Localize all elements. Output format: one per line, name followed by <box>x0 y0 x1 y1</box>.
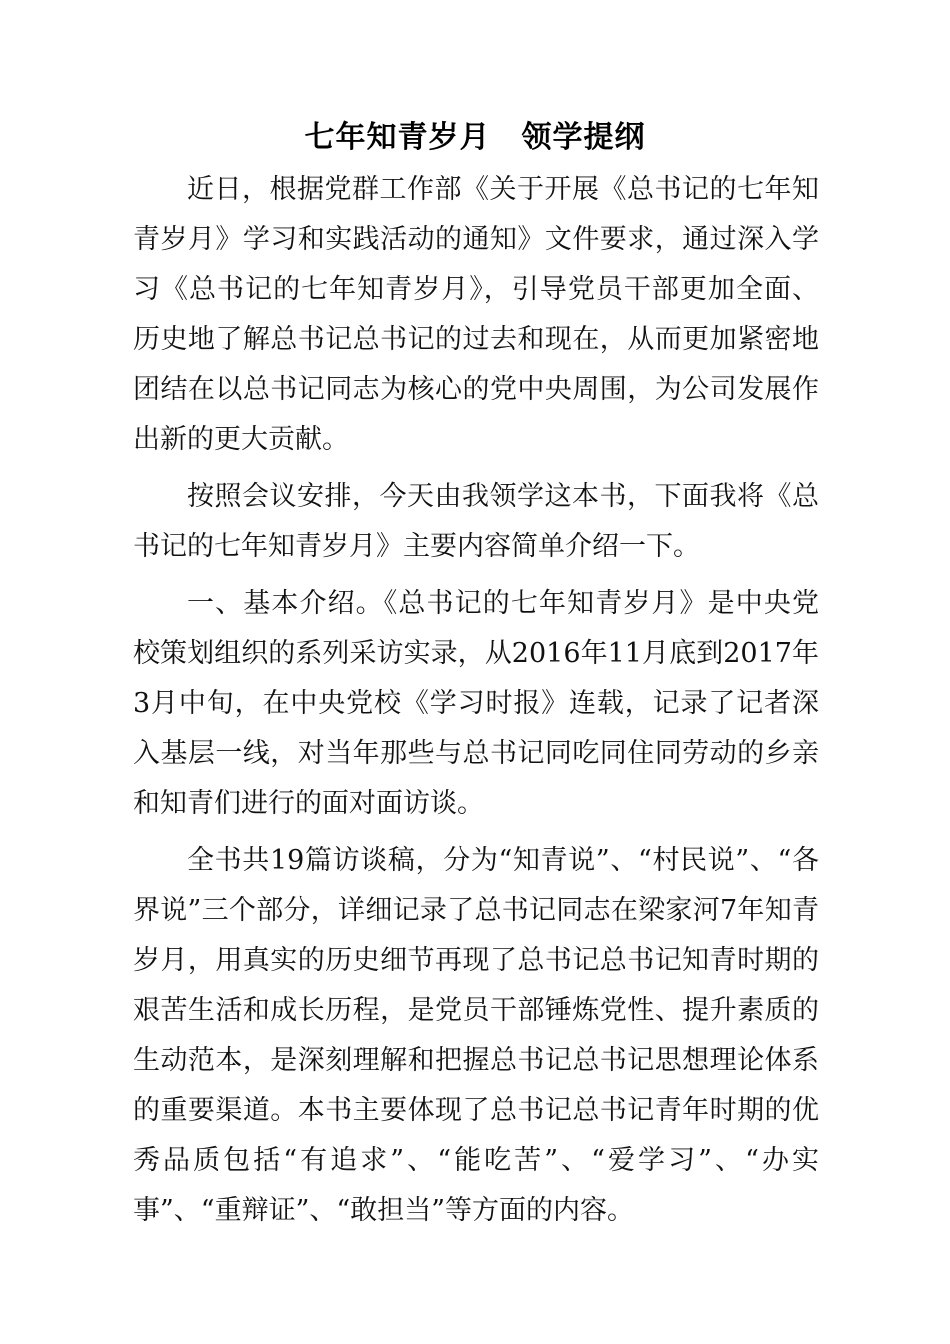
paragraph-basic-introduction: 一、基本介绍。《总书记的七年知青岁月》是中央党校策划组织的系列采访实录，从2016年11月底到2017年3月中旬，在中央党校《学习时报》连载，记录了记者深入基层一线，对当年那些与总书记同吃同住同劳动的乡亲和知青们进行的面对面访谈。 <box>133 588 819 819</box>
paragraph-intro: 近日，根据党群工作部《关于开展《总书记的七年知青岁月》学习和实践活动的通知》文件要求，通过深入学习《总书记的七年知青岁月》，引导党员干部更加全面、历史地了解总书记总书记的过去和现在，从而更加紧密地团结在以总书记同志为核心的党中央周围，为公司发展作出新的更大贡献。 <box>133 174 819 455</box>
paragraph-book-contents: 全书共19篇访谈稿，分为“知青说”、“村民说”、“各界说”三个部分，详细记录了总书记同志在梁家河7年知青岁月，用真实的历史细节再现了总书记总书记知青时期的艰苦生活和成长历程，是党员干部锤炼党性、提升素质的生动范本，是深刻理解和把握总书记总书记思想理论体系的重要渠道。本书主要体现了总书记总书记青年时期的优秀品质包括“有追求”、“能吃苦”、“爱学习”、“办实事”、“重辩证”、“敢担当”等方面的内容。 <box>133 845 819 1226</box>
document-body <box>133 165 819 1243</box>
document-title: 七年知青岁月 领学提纲 <box>304 120 646 155</box>
paragraph-arrangement: 按照会议安排，今天由我领学这本书，下面我将《总书记的七年知青岁月》主要内容简单介绍一下。 <box>133 481 819 562</box>
